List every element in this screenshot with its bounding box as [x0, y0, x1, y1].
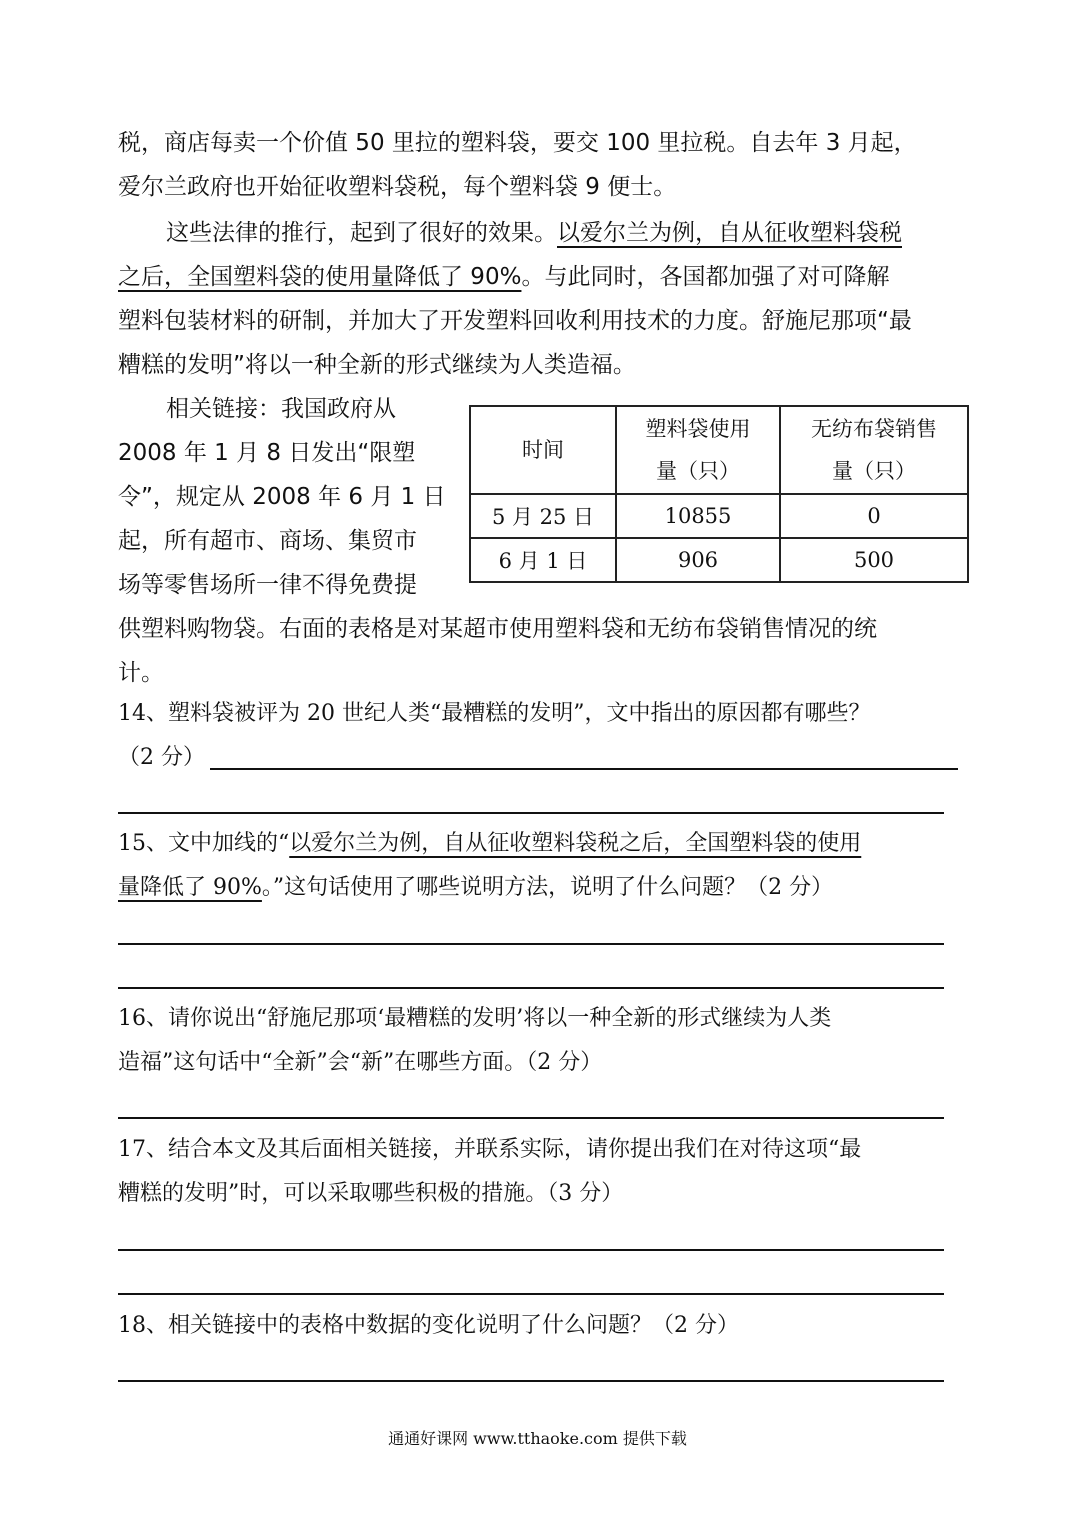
- question-15: [118, 822, 861, 866]
- table-cell: 0: [780, 494, 968, 538]
- related-link-line: 2008 年 1 月 8 日发出“限塑: [118, 440, 416, 466]
- passage-text: 。与此同时，各国都加强了对可降解: [521, 264, 890, 290]
- passage-line: 塑料包装材料的研制，并加大了开发塑料回收利用技术的力度。舒施尼那项“最: [118, 308, 912, 334]
- header-line: 量（只）: [832, 459, 916, 483]
- passage-line: 爱尔兰政府也开始征收塑料袋税，每个塑料袋 9 便士。: [118, 174, 677, 200]
- question-17-cont: 糟糕的发明”时，可以采取哪些积极的措施。（3 分）: [118, 1181, 624, 1206]
- underlined-quote: 量降低了 90%: [118, 875, 262, 900]
- header-line: 无纺布袋销售: [811, 417, 937, 441]
- question-text: 。”这句话使用了哪些说明方法，说明了什么问题？（2 分）: [261, 875, 834, 900]
- answer-line[interactable]: [118, 1380, 944, 1382]
- question-15-cont: [118, 866, 833, 910]
- passage-text: 这些法律的推行，起到了很好的效果。: [166, 220, 557, 246]
- related-link-line: 令”，规定从 2008 年 6 月 1 日: [118, 484, 446, 510]
- table-cell: 10855: [616, 494, 780, 538]
- question-16-cont: 造福”这句话中“全新”会“新”在哪些方面。（2 分）: [118, 1050, 603, 1075]
- question-16: 16、请你说出“舒施尼那项‘最糟糕的发明’将以一种全新的形式继续为人类: [118, 1006, 832, 1031]
- answer-line[interactable]: [210, 768, 958, 770]
- table-cell: 906: [616, 538, 780, 582]
- answer-line[interactable]: [118, 943, 944, 945]
- question-text: 15、文中加线的“: [118, 831, 290, 856]
- related-link-line: 场等零售场所一律不得免费提: [118, 572, 417, 598]
- header-line: 量（只）: [656, 459, 740, 483]
- answer-line[interactable]: [118, 1117, 944, 1119]
- passage-line: [118, 254, 889, 300]
- related-link-line: 相关链接：我国政府从: [166, 396, 396, 422]
- table-header-cell: [780, 406, 968, 494]
- table-row: [470, 494, 968, 538]
- passage-line: 糟糕的发明”将以一种全新的形式继续为人类造福。: [118, 352, 636, 378]
- related-link-line: 起，所有超市、商场、集贸市: [118, 528, 417, 554]
- related-link-line: 供塑料购物袋。右面的表格是对某超市使用塑料袋和无纺布袋销售情况的统: [118, 616, 877, 642]
- header-time: 时间: [522, 438, 564, 462]
- table-row: [470, 538, 968, 582]
- answer-line[interactable]: [118, 812, 944, 814]
- underlined-sentence: 以爱尔兰为例，自从征收塑料袋税: [557, 220, 902, 246]
- footer-source: 通通好课网 www.tthaoke.com 提供下载: [388, 1429, 687, 1448]
- underlined-quote: 以爱尔兰为例，自从征收塑料袋税之后，全国塑料袋的使用: [289, 831, 862, 856]
- header-line: 塑料袋使用: [645, 417, 751, 441]
- table-header-cell: [616, 406, 780, 494]
- related-link-line: 计。: [118, 660, 164, 686]
- answer-line[interactable]: [118, 987, 944, 989]
- question-18: 18、相关链接中的表格中数据的变化说明了什么问题？（2 分）: [118, 1313, 739, 1338]
- answer-line[interactable]: [118, 1249, 944, 1251]
- answer-line[interactable]: [118, 1293, 944, 1295]
- question-14: 14、塑料袋被评为 20 世纪人类“最糟糕的发明”，文中指出的原因都有哪些？: [118, 701, 871, 726]
- passage-line: [118, 210, 902, 256]
- table-header-cell: [470, 406, 616, 494]
- question-14-score: （2 分）: [118, 745, 205, 770]
- table-cell: 6 月 1 日: [470, 538, 616, 582]
- table-cell: 500: [780, 538, 968, 582]
- table-header-row: [470, 406, 968, 494]
- passage-line: 税，商店每卖一个价值 50 里拉的塑料袋，要交 100 里拉税。自去年 3 月起，: [118, 130, 917, 156]
- table-cell: 5 月 25 日: [470, 494, 616, 538]
- underlined-sentence: 之后，全国塑料袋的使用量降低了 90%: [118, 264, 522, 290]
- question-17: 17、结合本文及其后面相关链接，并联系实际，请你提出我们在对待这项“最: [118, 1137, 862, 1162]
- usage-table: [469, 405, 969, 583]
